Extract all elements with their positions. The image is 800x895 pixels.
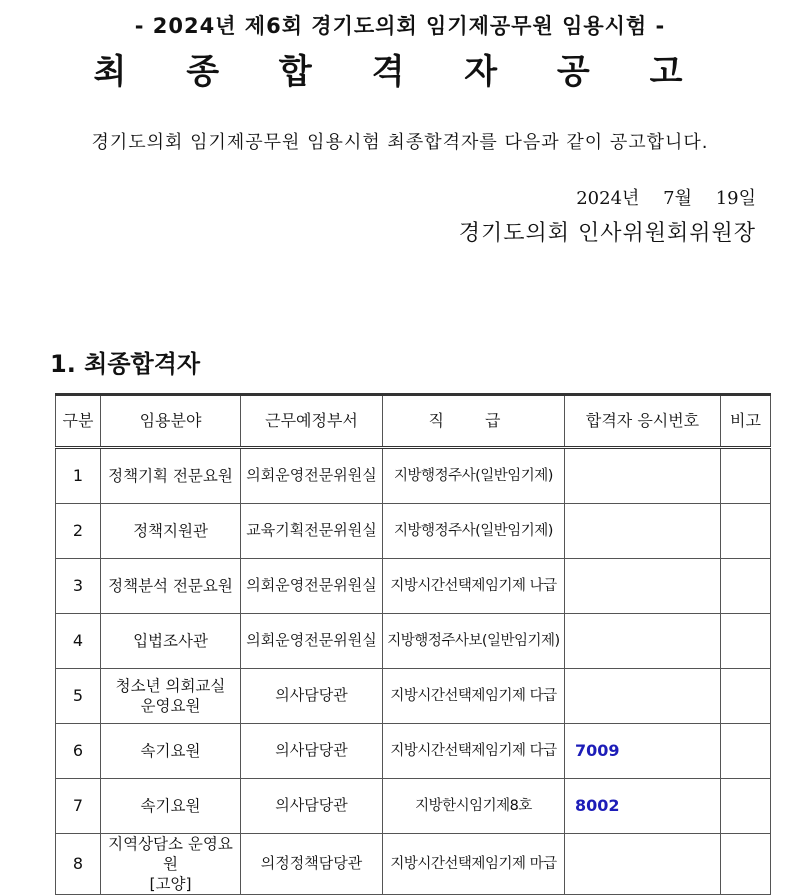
- row-field: 속기요원: [101, 779, 241, 834]
- row-department: 교육기획전문위원실: [241, 504, 383, 559]
- row-department: 의회운영전문위원실: [241, 559, 383, 614]
- notice-subtitle: - 2024년 제6회 경기도의회 임기제공무원 임용시험 -: [134, 14, 666, 38]
- table-row: [56, 669, 771, 724]
- row-number: 8: [56, 834, 101, 895]
- row-number: 7: [56, 779, 101, 834]
- row-rank: 지방시간선택제임기제 마급: [383, 834, 565, 895]
- notice-title: 최 종 합 격 자 공 고: [93, 52, 707, 92]
- table-header-row: [56, 395, 771, 448]
- notice-intro: 경기도의회 임기제공무원 임용시험 최종합격자를 다음과 같이 공고합니다.: [91, 132, 709, 153]
- row-exam-number: [565, 614, 721, 669]
- table-row: [56, 834, 771, 895]
- row-rank: 지방시간선택제임기제 다급: [383, 669, 565, 724]
- row-note: [721, 448, 771, 504]
- row-department: 의회운영전문위원실: [241, 614, 383, 669]
- row-field: 지역상담소 운영요원 [고양]: [101, 834, 241, 895]
- row-department: 의사담당관: [241, 724, 383, 779]
- row-department: 의회운영전문위원실: [241, 448, 383, 504]
- section-title: 1. 최종합격자: [50, 350, 201, 378]
- table-row: [56, 779, 771, 834]
- row-field: 속기요원: [101, 724, 241, 779]
- table-body: [56, 448, 771, 895]
- column-header-department: 근무예정부서: [241, 395, 383, 448]
- row-number: 2: [56, 504, 101, 559]
- table-row: [56, 559, 771, 614]
- row-rank: 지방행정주사(일반임기제): [383, 448, 565, 504]
- row-department: 의사담당관: [241, 669, 383, 724]
- row-rank: 지방행정주사(일반임기제): [383, 504, 565, 559]
- table-row: [56, 504, 771, 559]
- column-header-rank: 직 급: [383, 395, 565, 448]
- row-department: 의사담당관: [241, 779, 383, 834]
- row-note: [721, 669, 771, 724]
- row-note: [721, 559, 771, 614]
- row-number: 4: [56, 614, 101, 669]
- results-table: [55, 393, 771, 895]
- row-field: 정책지원관: [101, 504, 241, 559]
- row-note: [721, 779, 771, 834]
- column-header-note: 비고: [721, 395, 771, 448]
- row-exam-number: [565, 834, 721, 895]
- row-rank: 지방한시임기제8호: [383, 779, 565, 834]
- row-exam-number: [565, 448, 721, 504]
- row-rank: 지방행정주사보(일반임기제): [383, 614, 565, 669]
- row-exam-number: [565, 504, 721, 559]
- table-row: [56, 448, 771, 504]
- row-number: 5: [56, 669, 101, 724]
- row-field: 청소년 의회교실 운영요원: [101, 669, 241, 724]
- row-number: 3: [56, 559, 101, 614]
- table-row: [56, 614, 771, 669]
- row-rank: 지방시간선택제임기제 다급: [383, 724, 565, 779]
- table-row: [56, 724, 771, 779]
- column-header-exam-number: 합격자 응시번호: [565, 395, 721, 448]
- row-field: 정책분석 전문요원: [101, 559, 241, 614]
- row-exam-number: 7009: [565, 724, 721, 779]
- row-exam-number: 8002: [565, 779, 721, 834]
- row-exam-number: [565, 559, 721, 614]
- row-exam-number: [565, 669, 721, 724]
- row-note: [721, 504, 771, 559]
- row-number: 6: [56, 724, 101, 779]
- column-header-field: 임용분야: [101, 395, 241, 448]
- row-note: [721, 614, 771, 669]
- row-department: 의정정책담당관: [241, 834, 383, 895]
- row-field: 입법조사관: [101, 614, 241, 669]
- notice-issuer: 경기도의회 인사위원회위원장: [458, 221, 756, 246]
- notice-date: 2024년 7월 19일: [576, 188, 756, 209]
- column-header-category: 구분: [56, 395, 101, 448]
- row-rank: 지방시간선택제임기제 나급: [383, 559, 565, 614]
- row-note: [721, 834, 771, 895]
- row-number: 1: [56, 448, 101, 504]
- row-note: [721, 724, 771, 779]
- row-field: 정책기획 전문요원: [101, 448, 241, 504]
